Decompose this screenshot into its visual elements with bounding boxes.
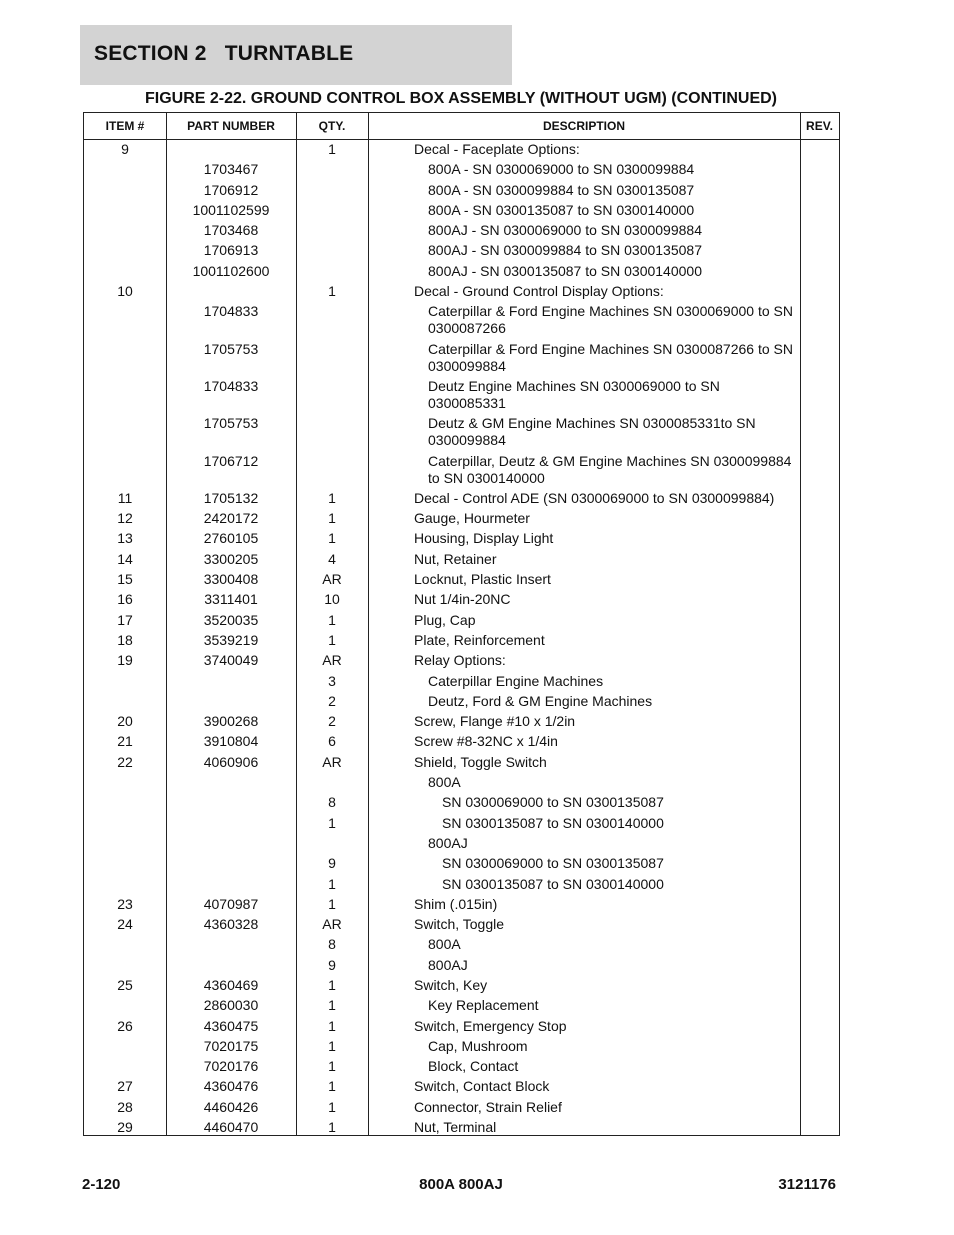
description: Gauge, Hourmeter xyxy=(414,510,530,527)
footer-model: 800A 800AJ xyxy=(419,1176,503,1193)
description: Nut, Terminal xyxy=(414,1119,497,1136)
figure-title: FIGURE 2-22. GROUND CONTROL BOX ASSEMBLY (WITHOUT UGM) (CONTINUED) xyxy=(144,90,777,107)
description: Caterpillar Engine Machines xyxy=(428,672,604,689)
table-row xyxy=(84,672,839,692)
item-number: 18 xyxy=(117,631,133,648)
table-row xyxy=(84,160,839,180)
description: Relay Options: xyxy=(414,652,506,669)
description: Caterpillar & Ford Engine Machines SN 0300087266 to SN 0300099884 xyxy=(428,340,793,374)
quantity: 1 xyxy=(328,976,336,993)
description: 800AJ - SN 0300135087 to SN 0300140000 xyxy=(428,262,702,279)
part-number: 1001102599 xyxy=(192,201,270,218)
item-number: 11 xyxy=(117,489,133,506)
footer-doc-number: 3121176 xyxy=(778,1176,836,1193)
quantity: 2 xyxy=(328,713,336,730)
quantity: 1 xyxy=(328,1078,336,1095)
item-number: 26 xyxy=(117,1017,133,1034)
part-number: 1703467 xyxy=(203,161,259,178)
table-row xyxy=(84,550,839,570)
description: Locknut, Plastic Insert xyxy=(414,571,551,588)
quantity: 9 xyxy=(328,956,336,973)
quantity: AR xyxy=(322,571,342,588)
description: SN 0300135087 to SN 0300140000 xyxy=(442,875,664,892)
description: 800AJ xyxy=(428,956,468,973)
description: Switch, Contact Block xyxy=(414,1078,550,1095)
part-number: 4060906 xyxy=(203,753,259,770)
part-number: 3910804 xyxy=(203,733,259,750)
section-banner xyxy=(80,25,512,85)
quantity: 8 xyxy=(328,794,336,811)
part-number: 1704833 xyxy=(203,303,259,320)
part-number: 1001102600 xyxy=(192,262,270,279)
quantity: 10 xyxy=(324,591,340,608)
quantity: 1 xyxy=(328,997,336,1014)
table-row xyxy=(84,1077,839,1097)
item-number: 12 xyxy=(117,510,133,527)
description: Shield, Toggle Switch xyxy=(414,753,547,770)
table-row xyxy=(84,414,839,451)
table-row xyxy=(84,834,839,854)
quantity: AR xyxy=(322,753,342,770)
table-row xyxy=(84,221,839,241)
table-row xyxy=(84,570,839,590)
item-number: 16 xyxy=(117,591,133,608)
part-number: 3300205 xyxy=(203,550,259,567)
part-number: 1705753 xyxy=(203,340,259,357)
item-number: 22 xyxy=(117,753,133,770)
description: Shim (.015in) xyxy=(414,895,498,912)
quantity: 9 xyxy=(328,855,336,872)
item-number: 19 xyxy=(117,652,133,669)
quantity: 1 xyxy=(328,510,336,527)
table-row xyxy=(84,854,839,874)
description: Switch, Key xyxy=(414,976,488,993)
item-number: 25 xyxy=(117,976,133,993)
item-number: 14 xyxy=(117,550,133,567)
description: Plug, Cap xyxy=(414,611,476,628)
table-row xyxy=(84,611,839,631)
part-number: 3539219 xyxy=(203,631,259,648)
footer-page-number: 2-120 xyxy=(82,1176,121,1193)
part-number: 1705132 xyxy=(203,489,259,506)
part-number: 1706712 xyxy=(203,452,259,469)
description: Switch, Emergency Stop xyxy=(414,1017,567,1034)
table-row xyxy=(84,732,839,752)
description: Switch, Toggle xyxy=(414,916,505,933)
table-row xyxy=(84,793,839,813)
description: Decal - Faceplate Options: xyxy=(414,141,580,157)
table-row xyxy=(84,915,839,935)
table-row xyxy=(84,753,839,773)
part-number: 1706912 xyxy=(203,181,259,198)
table-body xyxy=(84,140,839,1138)
description: Deutz, Ford & GM Engine Machines xyxy=(428,692,653,709)
table-row xyxy=(84,956,839,976)
description: 800AJ - SN 0300069000 to SN 0300099884 xyxy=(428,222,702,239)
description: 800A - SN 0300069000 to SN 0300099884 xyxy=(428,161,695,178)
header-rev: REV. xyxy=(806,119,833,133)
table-row xyxy=(84,201,839,221)
part-number: 7020175 xyxy=(203,1037,259,1054)
header-part-number: PART NUMBER xyxy=(187,119,275,133)
quantity: 1 xyxy=(328,141,336,157)
part-number: 4460426 xyxy=(203,1098,259,1115)
table-row xyxy=(84,712,839,732)
quantity: 2 xyxy=(328,692,336,709)
description: 800A - SN 0300099884 to SN 0300135087 xyxy=(428,181,695,198)
part-number: 4070987 xyxy=(203,895,259,912)
quantity: 1 xyxy=(328,875,336,892)
part-number: 2420172 xyxy=(203,510,259,527)
description: SN 0300069000 to SN 0300135087 xyxy=(442,794,664,811)
table-row xyxy=(84,1037,839,1057)
description: SN 0300069000 to SN 0300135087 xyxy=(442,855,664,872)
table-row xyxy=(84,875,839,895)
item-number: 20 xyxy=(117,713,133,730)
table-row xyxy=(84,377,839,414)
quantity: 1 xyxy=(328,895,336,912)
header-qty: QTY. xyxy=(318,119,346,133)
description: Deutz & GM Engine Machines SN 0300085331to SN 0300099884 xyxy=(428,415,756,449)
table-row xyxy=(84,340,839,377)
part-number: 4360476 xyxy=(203,1078,259,1095)
description: 800A - SN 0300135087 to SN 0300140000 xyxy=(428,201,695,218)
description: Caterpillar & Ford Engine Machines SN 0300069000 to SN 0300087266 xyxy=(428,303,793,337)
table-row xyxy=(84,1017,839,1037)
header-item: ITEM # xyxy=(105,119,145,133)
description: Decal - Ground Control Display Options: xyxy=(414,283,664,300)
table-row xyxy=(84,1098,839,1118)
part-number: 1704833 xyxy=(203,377,259,394)
table-row xyxy=(84,895,839,915)
quantity: 4 xyxy=(328,550,336,567)
quantity: 1 xyxy=(328,489,336,506)
table-row xyxy=(84,651,839,671)
quantity: 1 xyxy=(328,1119,336,1136)
part-number: 1706913 xyxy=(203,242,259,259)
table-row xyxy=(84,1118,839,1138)
section-title: SECTION 2 TURNTABLE xyxy=(94,42,354,65)
part-number: 1705753 xyxy=(203,415,259,432)
table-row xyxy=(84,996,839,1016)
description: Plate, Reinforcement xyxy=(414,631,545,648)
description: Decal - Control ADE (SN 0300069000 to SN 0300099884) xyxy=(414,489,775,506)
table-row xyxy=(84,935,839,955)
table-row xyxy=(84,529,839,549)
table-row xyxy=(84,452,839,489)
part-number: 3311401 xyxy=(204,591,258,608)
description: Block, Contact xyxy=(428,1058,519,1075)
part-number: 4460470 xyxy=(203,1119,259,1136)
table-row xyxy=(84,489,839,509)
table-row xyxy=(84,181,839,201)
table-row xyxy=(84,302,839,339)
part-number: 4360328 xyxy=(203,916,259,933)
description: Caterpillar, Deutz & GM Engine Machines SN 0300099884 to SN 0300140000 xyxy=(428,452,792,486)
description: Screw #8-32NC x 1/4in xyxy=(414,733,558,750)
part-number: 1703468 xyxy=(203,222,259,239)
table-row xyxy=(84,976,839,996)
part-number: 3900268 xyxy=(203,713,259,730)
description: Key Replacement xyxy=(428,997,539,1014)
table-row xyxy=(84,1057,839,1077)
quantity: 6 xyxy=(328,733,336,750)
description: Deutz Engine Machines SN 0300069000 to SN 0300085331 xyxy=(428,377,720,411)
item-number: 24 xyxy=(117,916,133,933)
quantity: 1 xyxy=(328,611,336,628)
quantity: 1 xyxy=(328,1017,336,1034)
table-row xyxy=(84,509,839,529)
quantity: 1 xyxy=(328,283,336,300)
item-number: 9 xyxy=(121,141,129,157)
quantity: AR xyxy=(322,652,342,669)
quantity: AR xyxy=(322,916,342,933)
part-number: 3520035 xyxy=(203,611,259,628)
quantity: 1 xyxy=(328,530,336,547)
item-number: 28 xyxy=(117,1098,133,1115)
item-number: 17 xyxy=(117,611,133,628)
item-number: 29 xyxy=(117,1119,133,1136)
description: 800A xyxy=(428,936,461,953)
description: 800A xyxy=(428,774,461,791)
item-number: 21 xyxy=(117,733,133,750)
item-number: 13 xyxy=(117,530,133,547)
item-number: 15 xyxy=(117,571,133,588)
part-number: 2760105 xyxy=(203,530,259,547)
description: Cap, Mushroom xyxy=(428,1037,528,1054)
part-number: 4360469 xyxy=(203,976,259,993)
part-number: 7020176 xyxy=(203,1058,259,1075)
item-number: 27 xyxy=(117,1078,133,1095)
quantity: 1 xyxy=(328,1058,336,1075)
table-row xyxy=(84,631,839,651)
part-number: 2860030 xyxy=(203,997,259,1014)
quantity: 1 xyxy=(328,814,336,831)
description: Nut 1/4in-20NC xyxy=(414,591,511,608)
item-number: 23 xyxy=(117,895,133,912)
table-row xyxy=(84,262,839,282)
part-number: 4360475 xyxy=(203,1017,259,1034)
part-number: 3740049 xyxy=(203,652,259,669)
table-row xyxy=(84,773,839,793)
header-description: DESCRIPTION xyxy=(542,119,625,133)
parts-table xyxy=(83,112,840,1136)
item-number: 10 xyxy=(117,283,133,300)
description: Housing, Display Light xyxy=(414,530,554,547)
quantity: 1 xyxy=(328,631,336,648)
description: SN 0300135087 to SN 0300140000 xyxy=(442,814,664,831)
part-number: 3300408 xyxy=(203,571,259,588)
table-row xyxy=(84,814,839,834)
description: Screw, Flange #10 x 1/2in xyxy=(414,713,576,730)
table-row xyxy=(84,692,839,712)
table-row xyxy=(84,590,839,610)
quantity: 1 xyxy=(328,1098,336,1115)
description: 800AJ - SN 0300099884 to SN 0300135087 xyxy=(428,242,702,259)
description: Connector, Strain Relief xyxy=(414,1098,562,1115)
description: Nut, Retainer xyxy=(414,550,497,567)
description: 800AJ xyxy=(428,834,468,851)
quantity: 1 xyxy=(328,1037,336,1054)
table-row xyxy=(84,282,839,302)
quantity: 8 xyxy=(328,936,336,953)
table-row xyxy=(84,140,839,160)
quantity: 3 xyxy=(328,672,336,689)
table-row xyxy=(84,241,839,261)
